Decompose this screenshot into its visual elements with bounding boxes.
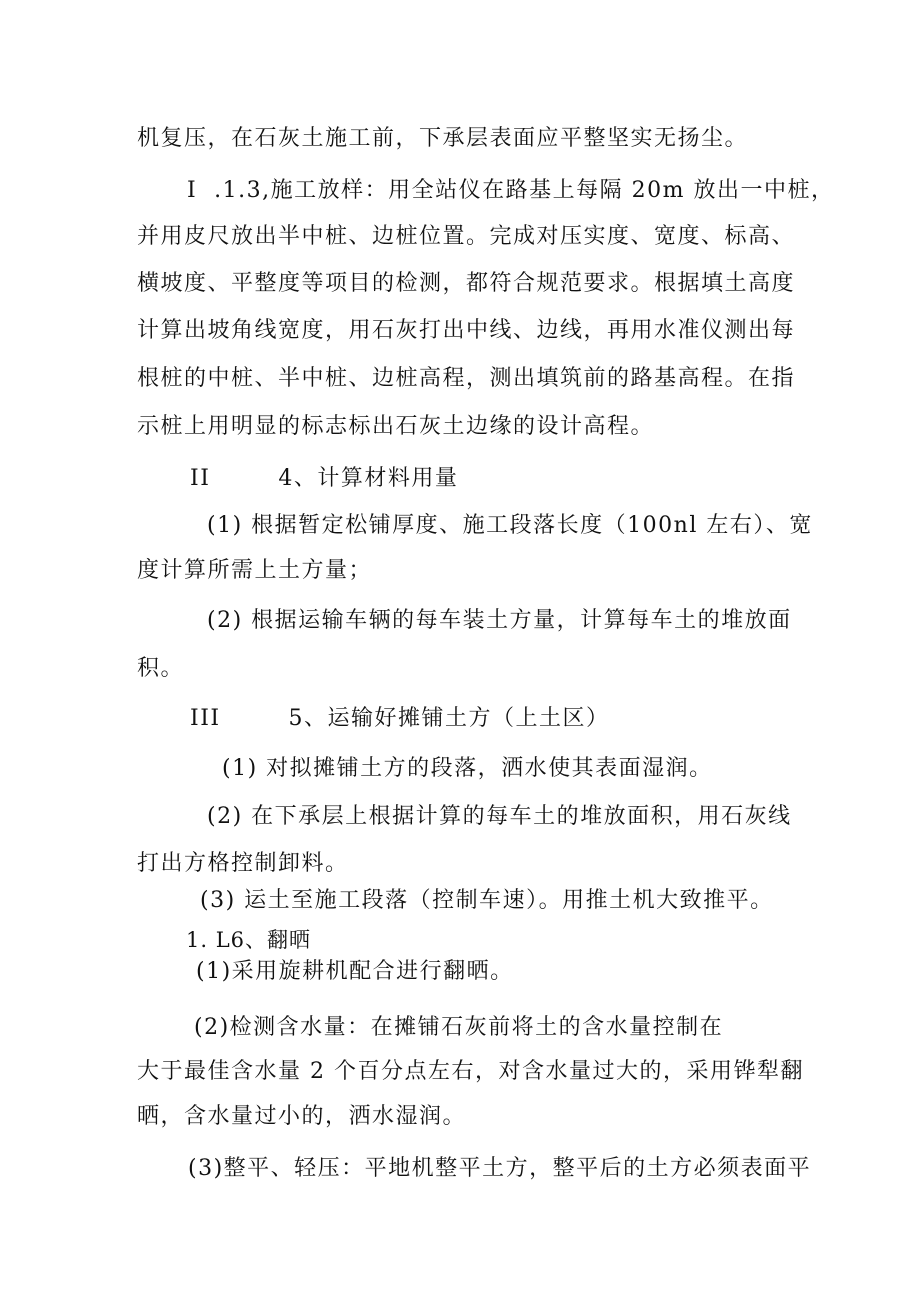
text-line: 大于最佳含水量 2 个百分点左右，对含水量过大的，采用铧犁翻 xyxy=(137,1059,804,1084)
section-heading-1-l6: 1. L6、翻晒 xyxy=(186,928,312,952)
text-line: 横坡度、平整度等项目的检测，都符合规范要求。根据填土高度 xyxy=(137,271,796,296)
text-line: 并用皮尺放出半中桩、边桩位置。完成对压实度、宽度、标高、 xyxy=(137,224,796,249)
section-heading-5: III 5、运输好摊铺土方（上土区） xyxy=(190,706,610,731)
text-line: 晒，含水量过小的，洒水湿润。 xyxy=(137,1104,467,1129)
list-item: (1)采用旋耕机配合进行翻晒。 xyxy=(196,959,514,984)
text-line: 积。 xyxy=(137,656,185,681)
text-line: 计算出坡角线宽度，用石灰打出中线、边线，再用水准仪测出每 xyxy=(137,318,796,343)
text-line: 机复压，在石灰土施工前，下承层表面应平整坚实无扬尘。 xyxy=(137,126,749,151)
section-heading-4: II 4、计算材料用量 xyxy=(190,466,459,491)
list-item: (2) 在下承层上根据计算的每车土的堆放面积，用石灰线 xyxy=(207,804,792,829)
section-heading-1-1-3: I .1.3,施工放样：用全站仪在路基上每隔 20m 放出一中桩， xyxy=(187,178,835,203)
text-line: 打出方格控制卸料。 xyxy=(137,851,349,876)
list-item: (2) 根据运输车辆的每车装土方量，计算每车土的堆放面 xyxy=(207,608,792,633)
text-line: 根桩的中桩、半中桩、边桩高程，测出填筑前的路基高程。在指 xyxy=(137,366,796,391)
list-item: (3) 运土至施工段落（控制车速）。用推土机大致推平。 xyxy=(200,888,774,913)
list-item: (1) 对拟摊铺土方的段落，洒水使其表面湿润。 xyxy=(222,756,713,781)
list-item: (2)检测含水量：在摊铺石灰前将土的含水量控制在 xyxy=(194,1015,724,1040)
text-line: 度计算所需上土方量； xyxy=(137,558,373,583)
list-item: (1) 根据暂定松铺厚度、施工段落长度（100nl 左右）、宽 xyxy=(207,513,813,538)
list-item: (3)整平、轻压：平地机整平土方，整平后的土方必须表面平 xyxy=(188,1156,812,1181)
text-line: 示桩上用明显的标志标出石灰土边缘的设计高程。 xyxy=(137,414,655,439)
